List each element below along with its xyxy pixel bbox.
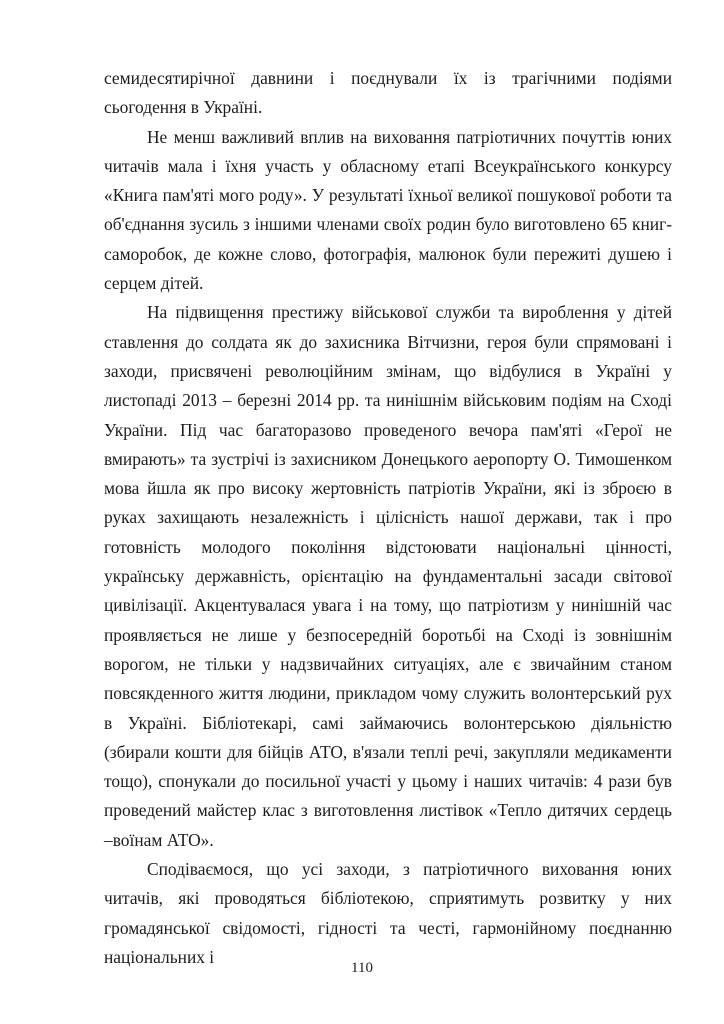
paragraph-continuation: семидесятирічної давнини і поєднували їх із трагічними подіями сьогодення в Україні. [104, 68, 672, 118]
paragraph-military-service-prestige: На підвищення престижу військової служби та вироблення у дітей ставлення до солдата як до захисника Вітчизни, героя були спрямовані і заходи, присвячені революційним змінам, що відбулися в Україні у листопаді 2013 – березні 2014 рр. та нинішнім військовим подіям на Сході України. Під час багаторазово проведеного вечора пам'яті «Герої не вмирають» та зустрічі із захисником Донецького аеропорту О. Тимошенком мова йшла як про високу жертовність патріотів України, які із зброєю в руках захищають незалежність і цілісність нашої держави, так і про готовність молодого покоління відстоювати національні цінності, українську державність, орієнтацію на фундаментальні засади світової цивілізації. Акцентувалася увага і на тому, що патріотизм у нинішній час проявляється не лише у безпосередній боротьбі на Сході із зовнішнім ворогом, не тільки у надзвичайних ситуаціях, але є звичайним станом повсякденного життя людини, прикладом чому служить волонтерський рух в Україні. Бібліотекарі, самі займаючись волонтерською діяльністю (збирали кошти для бійців АТО, в'язали теплі речі, закупляли медикаменти тощо), спонукали до посильної участі у цьому і наших читачів: 4 рази був проведений майстер клас з виготовлення листівок «Тепло дитячих сердець –воїнам АТО». [104, 302, 672, 850]
paragraph-book-of-memory-contest: Не менш важливий вплив на виховання патріотичних почуттів юних читачів мала і їхня участь у обласному етапі Всеукраїнського конкурсу «Книга пам'яті мого роду». У результаті їхньої великої пошукової роботи та об'єднання зусиль з іншими членами своїх родин було виготовлено 65 книг-саморобок, де кожне слово, фотографія, малюнок були пережиті душею і серцем дітей. [104, 126, 672, 294]
body-text [104, 64, 672, 972]
paragraph-conclusion: Сподіваємося, що усі заходи, з патріотичного виховання юних читачів, які проводяться бібліотекою, сприятимуть розвитку у них громадянської свідомості, гідності та честі, гармонійному поєднанню національних і [104, 859, 672, 967]
page-number: 110 [351, 960, 373, 976]
